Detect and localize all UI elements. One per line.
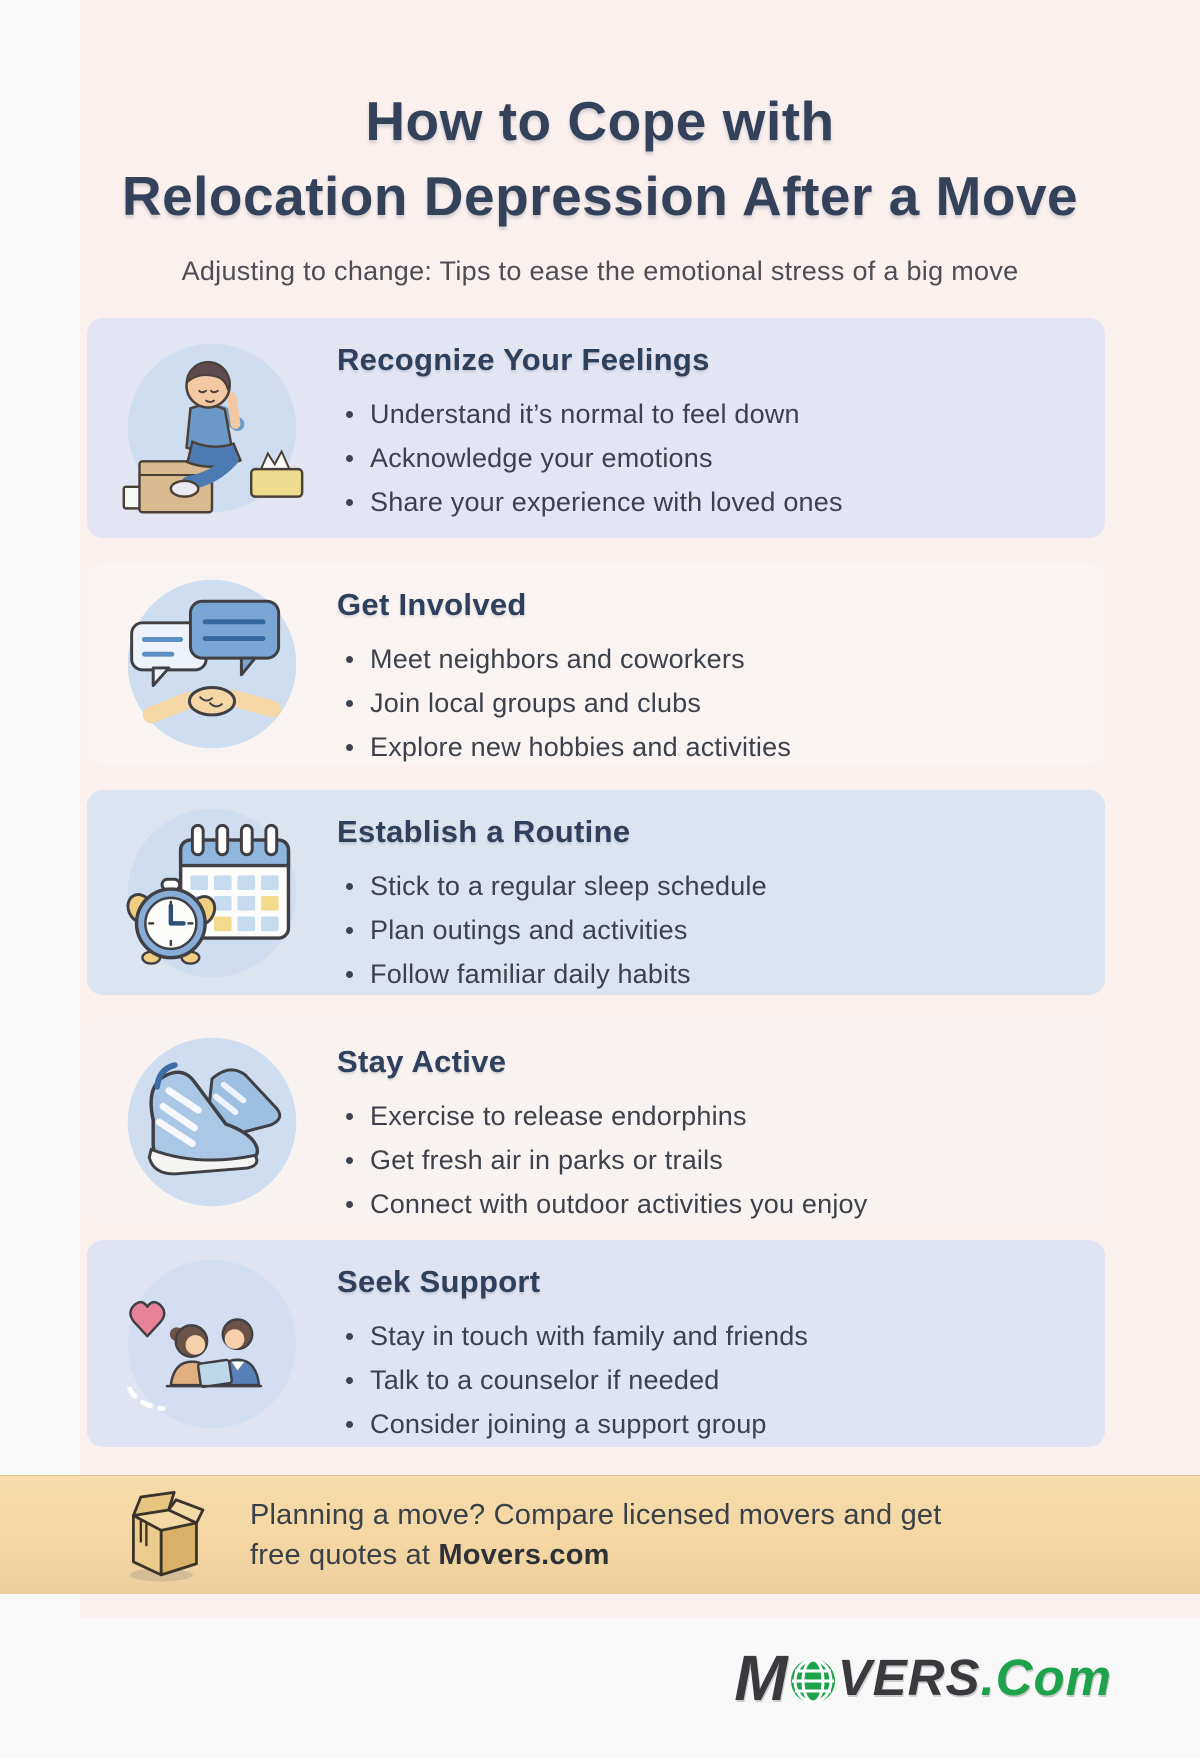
bullet-dot xyxy=(346,1421,353,1428)
title-line-2: Relocation Depression After a Move xyxy=(121,165,1079,227)
bullet-item xyxy=(337,1138,1085,1182)
section-heading: Establish a Routine xyxy=(337,814,631,849)
bullet-list xyxy=(337,392,1085,524)
cta-text-regular: Planning a move? Compare licensed movers and get free quotes at xyxy=(250,1499,942,1571)
bullet-text: Stay in touch with family and friends xyxy=(370,1320,809,1351)
section-heading: Get Involved xyxy=(337,587,527,622)
bullet-dot xyxy=(346,411,353,418)
globe-icon xyxy=(789,1657,837,1705)
sad-person-illustration xyxy=(105,330,319,526)
bullet-text: Explore new hobbies and activities xyxy=(370,731,792,762)
bullet-item xyxy=(337,1358,1085,1402)
bullet-item xyxy=(337,1402,1085,1446)
bullet-text: Acknowledge your emotions xyxy=(370,442,713,473)
speech-bubbles-handshake-illustration xyxy=(105,566,319,762)
bullet-list xyxy=(337,864,1085,996)
section-seek-support xyxy=(87,1240,1105,1447)
bullet-item xyxy=(337,1094,1085,1138)
movers-com-logo xyxy=(0,1642,1112,1714)
bullet-item xyxy=(337,637,1085,681)
bullet-dot xyxy=(346,971,353,978)
bullet-dot xyxy=(346,927,353,934)
sneakers-illustration xyxy=(105,1024,319,1220)
bullet-text: Talk to a counselor if needed xyxy=(370,1364,720,1395)
logo-letter-m: M xyxy=(734,1642,788,1714)
bullet-item xyxy=(337,480,1085,524)
bullet-list xyxy=(337,1094,1085,1226)
calendar-alarm-clock-illustration xyxy=(105,795,319,991)
section-recognize-your-feelings xyxy=(87,318,1105,538)
bullet-dot xyxy=(346,1333,353,1340)
logo-letters-vers: VERS xyxy=(837,1649,981,1706)
cta-banner-text xyxy=(250,1476,980,1594)
bullet-text: Meet neighbors and coworkers xyxy=(370,643,745,674)
bullet-item xyxy=(337,725,1085,769)
cta-banner xyxy=(0,1475,1200,1594)
bullet-dot xyxy=(346,700,353,707)
section-establish-a-routine xyxy=(87,790,1105,995)
bullet-item xyxy=(337,1314,1085,1358)
bullet-dot xyxy=(346,883,353,890)
bullet-item xyxy=(337,908,1085,952)
logo-dot-com: .Com xyxy=(980,1649,1112,1706)
bullet-dot xyxy=(346,744,353,751)
bullet-item xyxy=(337,1182,1085,1226)
bullet-item xyxy=(337,392,1085,436)
section-get-involved xyxy=(87,563,1105,765)
bullet-dot xyxy=(346,656,353,663)
bullet-text: Follow familiar daily habits xyxy=(370,958,691,989)
section-heading: Stay Active xyxy=(337,1044,507,1079)
bullet-item xyxy=(337,436,1085,480)
bullet-list xyxy=(337,637,1085,769)
bullet-text: Connect with outdoor activities you enjoy xyxy=(370,1188,868,1219)
bullet-text: Join local groups and clubs xyxy=(370,687,702,718)
title-line-1: How to Cope with xyxy=(365,90,835,152)
bullet-text: Plan outings and activities xyxy=(370,914,688,945)
bullet-dot xyxy=(346,1157,353,1164)
page-subtitle: Adjusting to change: Tips to ease the emotional stress of a big move xyxy=(181,256,1019,286)
support-people-illustration xyxy=(105,1246,319,1442)
bullet-text: Consider joining a support group xyxy=(370,1408,767,1439)
bullet-text: Understand it’s normal to feel down xyxy=(370,398,800,429)
cta-movers-com-text: Movers.com xyxy=(438,1539,610,1571)
bullet-dot xyxy=(346,1113,353,1120)
bullet-text: Share your experience with loved ones xyxy=(370,486,843,517)
page-title xyxy=(0,84,1200,234)
cardboard-box-icon xyxy=(113,1484,215,1586)
bullet-dot xyxy=(346,1201,353,1208)
bullet-text: Exercise to release endorphins xyxy=(370,1100,747,1131)
bullet-dot xyxy=(346,499,353,506)
section-heading: Recognize Your Feelings xyxy=(337,342,710,377)
section-heading: Seek Support xyxy=(337,1264,541,1299)
bullet-item xyxy=(337,864,1085,908)
bullet-list xyxy=(337,1314,1085,1446)
bullet-text: Get fresh air in parks or trails xyxy=(370,1144,724,1175)
bullet-dot xyxy=(346,455,353,462)
bullet-dot xyxy=(346,1377,353,1384)
section-stay-active xyxy=(87,1020,1105,1223)
bullet-item xyxy=(337,952,1085,996)
bullet-item xyxy=(337,681,1085,725)
bullet-text: Stick to a regular sleep schedule xyxy=(370,870,767,901)
